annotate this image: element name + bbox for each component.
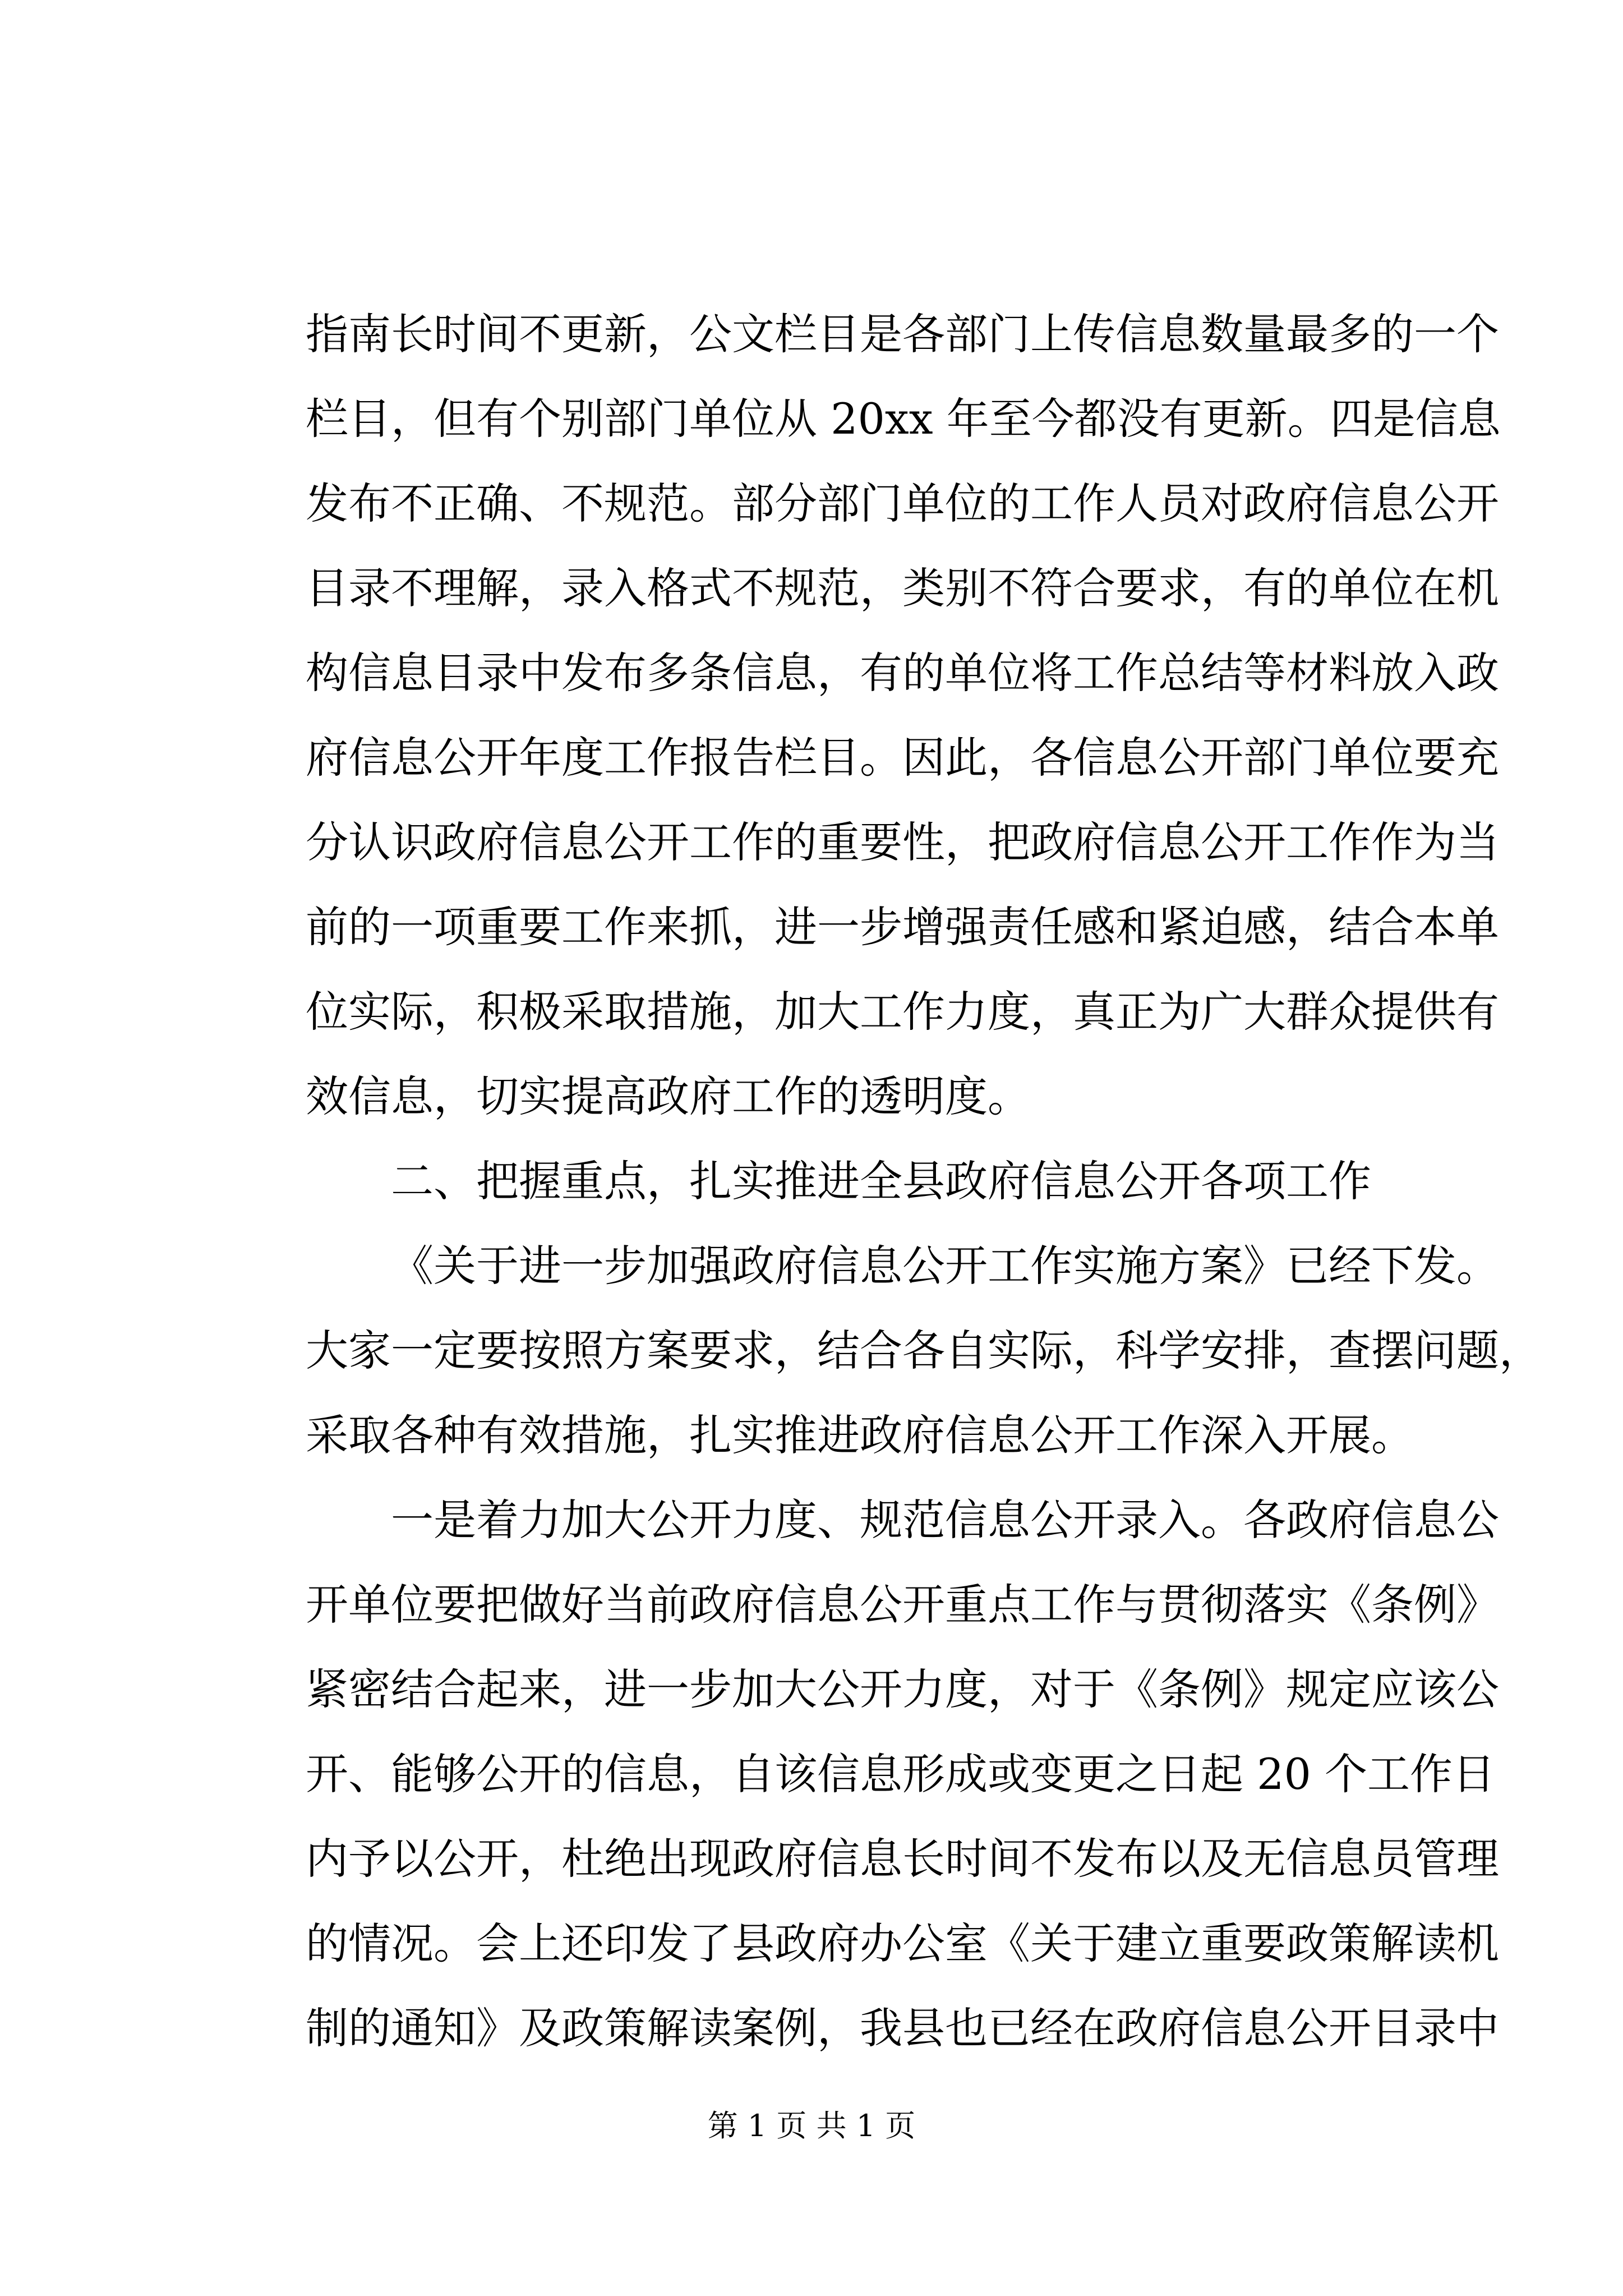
text-line: 府信息公开年度工作报告栏目。因此，各信息公开部门单位要充 — [306, 733, 1499, 783]
text-line: 《关于进一步加强政府信息公开工作实施方案》已经下发。 — [391, 1241, 1499, 1291]
text-line: 开、能够公开的信息，自该信息形成或变更之日起 20 个工作日 — [306, 1749, 1496, 1799]
heading-line: 二、把握重点，扎实推进全县政府信息公开各项工作 — [391, 1156, 1371, 1206]
text-line: 一是着力加大公开力度、规范信息公开录入。各政府信息公 — [391, 1495, 1499, 1545]
text-line: 制的通知》及政策解读案例，我县也已经在政府信息公开目录中 — [306, 2003, 1499, 2053]
text-line: 指南长时间不更新，公文栏目是各部门上传信息数量最多的一个 — [306, 309, 1499, 359]
text-line: 位实际，积极采取措施，加大工作力度，真正为广大群众提供有 — [306, 987, 1499, 1037]
text-line: 开单位要把做好当前政府信息公开重点工作与贯彻落实《条例》 — [306, 1580, 1499, 1630]
text-line: 目录不理解，录入格式不规范，类别不符合要求，有的单位在机 — [306, 563, 1499, 613]
text-line: 采取各种有效措施，扎实推进政府信息公开工作深入开展。 — [306, 1410, 1414, 1460]
text-line: 的情况。会上还印发了县政府办公室《关于建立重要政策解读机 — [306, 1918, 1499, 1968]
text-line: 发布不正确、不规范。部分部门单位的工作人员对政府信息公开 — [306, 478, 1499, 528]
text-line: 前的一项重要工作来抓，进一步增强责任感和紧迫感，结合本单 — [306, 902, 1499, 952]
text-line: 构信息目录中发布多条信息，有的单位将工作总结等材料放入政 — [306, 648, 1499, 698]
text-line: 栏目，但有个别部门单位从 20xx 年至今都没有更新。四是信息 — [306, 394, 1501, 444]
page-footer — [0, 2106, 1623, 2146]
paragraph-4 — [306, 1478, 1499, 2070]
text-line: 内予以公开，杜绝出现政府信息长时间不发布以及无信息员管理 — [306, 1834, 1499, 1884]
text-line: 大家一定要按照方案要求，结合各自实际，科学安排，查摆问题， — [306, 1326, 1542, 1375]
text-line: 效信息，切实提高政府工作的透明度。 — [306, 1071, 1030, 1121]
page-number-label: 第 1 页 共 1 页 — [707, 2108, 916, 2143]
paragraph-3 — [306, 1223, 1542, 1478]
text-line: 分认识政府信息公开工作的重要性，把政府信息公开工作作为当 — [306, 817, 1499, 867]
section-heading — [306, 1139, 1405, 1223]
text-line: 紧密结合起来，进一步加大公开力度，对于《条例》规定应该公 — [306, 1664, 1499, 1714]
paragraph-1 — [306, 292, 1501, 1139]
document-body — [306, 292, 1542, 2070]
